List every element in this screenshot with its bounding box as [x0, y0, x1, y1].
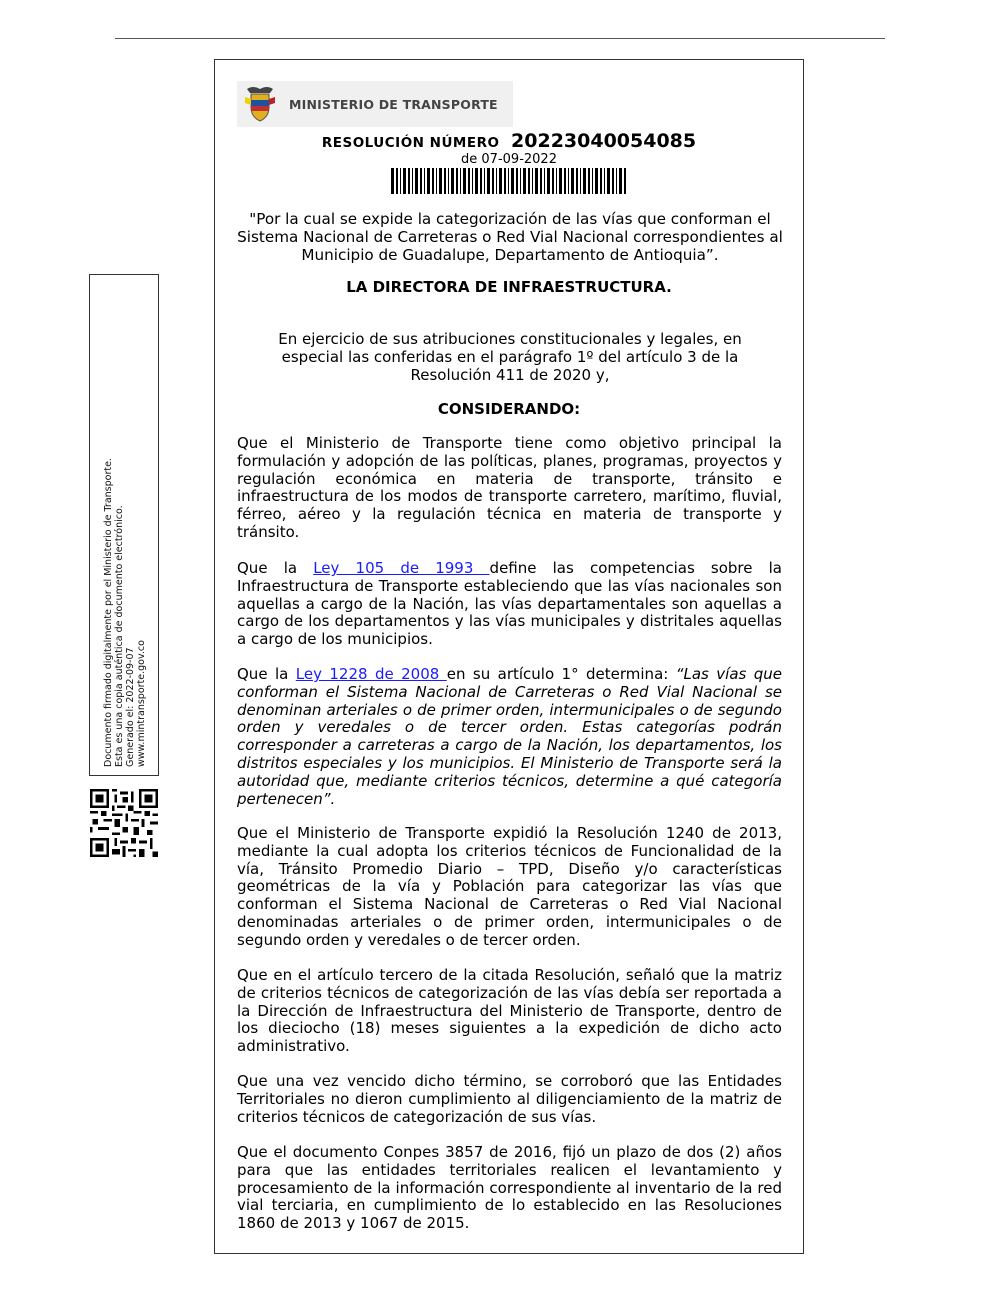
- resolution-date: de 07-09-2022: [461, 152, 557, 167]
- stamp-line-1: Documento firmado digitalmente por el Ministerio de Transporte.: [103, 458, 114, 767]
- director-heading: LA DIRECTORA DE INFRAESTRUCTURA.: [346, 278, 672, 296]
- paragraph-3-start: Que la: [237, 665, 296, 683]
- ley-105-link[interactable]: Ley 105 de 1993: [313, 559, 490, 577]
- exercise-statement: En ejercicio de sus atribuciones constitucionales y legales, en especial las conferidas en el parágrafo 1º del artículo 3 de la Resolución 411 de 2020 y,: [278, 330, 742, 384]
- paragraph-1: Que el Ministerio de Transporte tiene como objetivo principal la formulación y adopción de las políticas, planes, programas, proyectos y regulación económica en materia de transporte, tránsito e infraestructura de los modos de transporte carretero, marítimo, fluvial, férreo, aéreo y la regulación técnica en materia de transporte y tránsito.: [237, 434, 782, 541]
- qr-code-icon: [90, 789, 158, 857]
- stamp-line-2: Esta es una copia auténtica de documento electrónico.: [114, 505, 125, 767]
- paragraph-5: Que en el artículo tercero de la citada Resolución, señaló que la matriz de criterios técnicos de categorización de las vías debía ser reportada a la Dirección de Infraestructura del Ministerio de Transporte, dentro de los dieciocho (18) meses siguientes a la expedición de dicho acto administrativo.: [237, 966, 782, 1056]
- stamp-url: www.mintransporte.gov.co: [136, 640, 147, 767]
- paragraph-3-mid: en su artículo 1° determina:: [446, 665, 676, 683]
- barcode-icon: [391, 168, 629, 194]
- paragraph-4: Que el Ministerio de Transporte expidió la Resolución 1240 de 2013, mediante la cual adopta los criterios técnicos de Funcionalidad de la vía, Tránsito Promedio Diario – TPD, Diseño y/o características geométricas de la vía y Población para categorizar las vías que conforman el Sistema Nacional de Carreteras o Red Vial Nacional denominadas arteriales o de primer orden, intermunicipales o de segundo orden y veredales o de tercer orden.: [237, 824, 782, 949]
- paragraph-2-start: Que la: [237, 559, 314, 577]
- document-page: [214, 59, 804, 1254]
- paragraph-2: [237, 560, 782, 649]
- stamp-text: [90, 275, 160, 777]
- ley-1228-link[interactable]: Ley 1228 de 2008: [295, 665, 447, 683]
- digital-signature-stamp: [89, 274, 159, 776]
- resolution-number: 20223040054085: [511, 130, 697, 152]
- paragraph-2-rest: define las competencias sobre la Infraestructura de Transporte estableciendo que las vías nacionales son aquellas a cargo de la Nación, las vías departamentales son aquellas a cargo de los departamentos y las vías municipales y distritales aquellas a cargo de los municipios.: [237, 559, 783, 649]
- resolution-heading: [215, 130, 803, 152]
- paragraph-6: Que una vez vencido dicho término, se corroboró que las Entidades Territoriales no dieron cumplimiento al diligenciamiento de la matriz de criterios técnicos de categorización de sus vías.: [237, 1072, 782, 1126]
- ministry-logo: [237, 81, 513, 127]
- considerando-heading: CONSIDERANDO:: [437, 400, 581, 418]
- colombia-coat-of-arms-icon: [243, 85, 277, 123]
- paragraph-3: [237, 666, 782, 808]
- resolution-label: RESOLUCIÓN NÚMERO: [321, 135, 500, 151]
- paragraph-3-quote: “Las vías que conforman el Sistema Nacional de Carreteras o Red Vial Nacional se denominan arteriales o de primer orden, intermunicipales o de segundo orden y veredales o de tercer orden. Estas categorías podrán corresponder a carreteras a cargo de la Nación, los departamentos, los distritos especiales y los municipios. El Ministerio de Transporte será la autoridad que, mediante criterios técnicos, determine a qué categoría pertenecen”.: [237, 665, 783, 808]
- top-rule: [115, 38, 885, 39]
- paragraph-7: Que el documento Conpes 3857 de 2016, fijó un plazo de dos (2) años para que las entidades territoriales realicen el levantamiento y procesamiento de la información correspondiente al inventario de la red vial terciaria, en cumplimiento de lo establecido en las Resoluciones 1860 de 2013 y 1067 de 2015.: [237, 1143, 782, 1233]
- resolution-title: "Por la cual se expide la categorización de las vías que conforman el Sistema Nacional de Carreteras o Red Vial Nacional correspondientes al Municipio de Guadalupe, Departamento de Antioquia”.: [237, 210, 783, 264]
- ministry-name: MINISTERIO DE TRANSPORTE: [289, 96, 498, 112]
- stamp-line-3: Generado el: 2022-09-07: [125, 647, 136, 767]
